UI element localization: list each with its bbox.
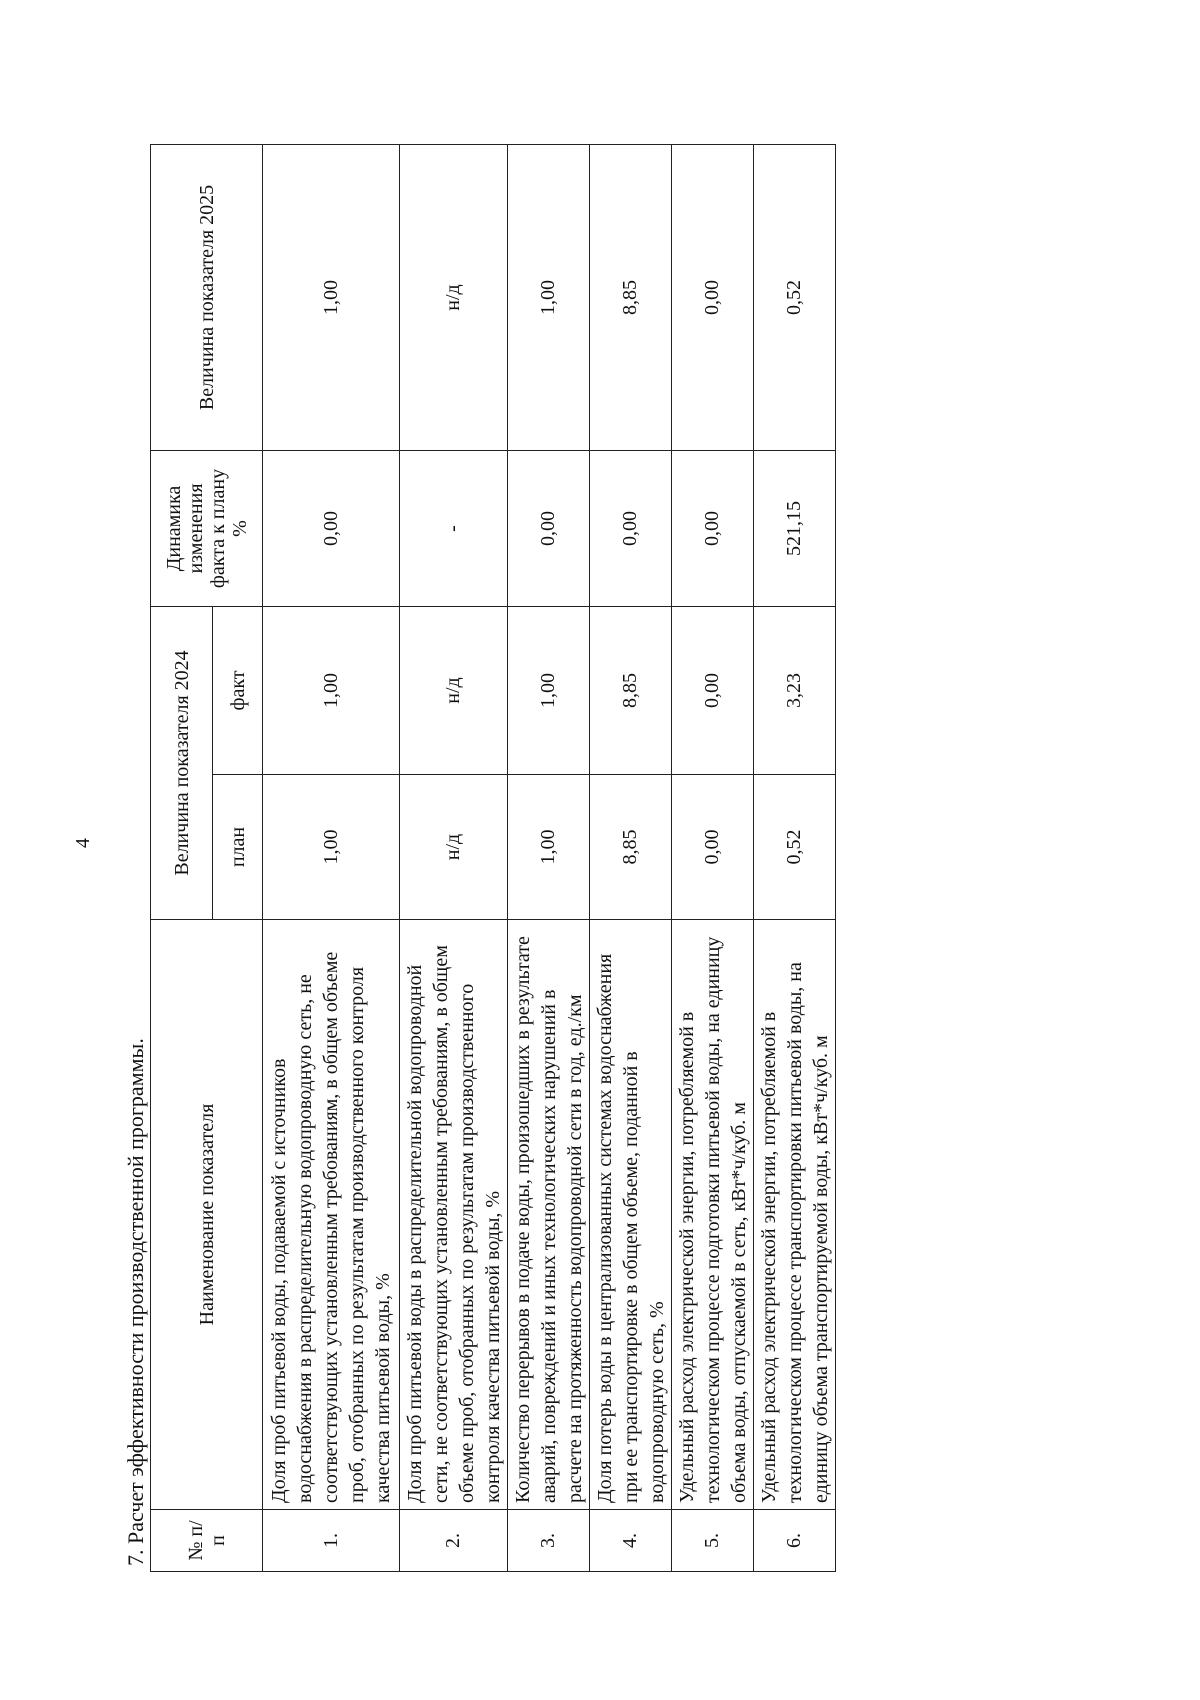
row-value-2025: 1,00 (508, 144, 590, 450)
row-dynamics: 0,00 (508, 450, 590, 606)
header-num: № п/п (151, 1510, 263, 1572)
table-row (508, 144, 590, 1571)
row-plan: 8,85 (590, 775, 672, 920)
row-num: 4. (590, 1510, 672, 1572)
row-name: Доля проб питьевой воды в распределительной водопроводной сети, не соответствующих установленным требованиям, в общем объеме проб, отобранных по результатам производственного контроля качества питьевой воды, % (400, 920, 508, 1510)
row-num: 1. (263, 1510, 400, 1572)
header-plan: план (213, 775, 263, 920)
row-value-2025: 8,85 (590, 144, 672, 450)
row-name: Доля потерь воды в централизованных системах водоснабжения при ее транспортировке в общем объеме, поданной в водопроводную сеть, % (590, 920, 672, 1510)
row-dynamics: 0,00 (672, 450, 754, 606)
table-row (754, 144, 836, 1571)
table-row (263, 144, 400, 1571)
row-plan: 1,00 (508, 775, 590, 920)
efficiency-table (150, 144, 836, 1572)
row-fact: 3,23 (754, 606, 836, 774)
row-value-2025: 1,00 (263, 144, 400, 450)
row-num: 3. (508, 1510, 590, 1572)
row-num: 6. (754, 1510, 836, 1572)
header-name: Наименование показателя (151, 920, 263, 1510)
header-value-2024: Величина показателя 2024 (151, 606, 213, 919)
rotated-content (122, 122, 857, 1572)
row-num: 5. (672, 1510, 754, 1572)
row-value-2025: 0,00 (672, 144, 754, 450)
row-plan: 0,00 (672, 775, 754, 920)
row-dynamics: 0,00 (263, 450, 400, 606)
row-plan: н/д (400, 775, 508, 920)
row-dynamics: 0,00 (590, 450, 672, 606)
row-name: Удельный расход электрической энергии, потребляемой в технологическом процессе подготовки питьевой воды, на единицу объема воды, отпускаемой в сеть, кВт*ч/куб. м (672, 920, 754, 1510)
row-plan: 1,00 (263, 775, 400, 920)
table-row (590, 144, 672, 1571)
header-fact: факт (213, 606, 263, 774)
page-number: 4 (72, 838, 94, 848)
section-title: 7. Расчет эффективности производственной программы. (123, 1038, 148, 1566)
row-value-2025: н/д (400, 144, 508, 450)
row-value-2025: 0,52 (754, 144, 836, 450)
table-row (400, 144, 508, 1571)
row-fact: 0,00 (672, 606, 754, 774)
row-fact: 1,00 (263, 606, 400, 774)
row-num: 2. (400, 1510, 508, 1572)
table-row (672, 144, 754, 1571)
row-name: Удельный расход электрической энергии, потребляемой в технологическом процессе транспортировки питьевой воды, на единицу объема транспортируемой воды, кВт*ч/куб. м (754, 920, 836, 1510)
row-fact: н/д (400, 606, 508, 774)
row-fact: 1,00 (508, 606, 590, 774)
row-dynamics: 521,15 (754, 450, 836, 606)
header-value-2025: Величина показателя 2025 (151, 144, 263, 450)
row-name: Доля проб питьевой воды, подаваемой с источников водоснабжения в распределительную водопроводную сеть, не соответствующих установленным требованиям, в общем объеме проб, отобранных по результатам производственного контроля качества питьевой воды, % (263, 920, 400, 1510)
row-fact: 8,85 (590, 606, 672, 774)
header-dynamics: Динамика изменения факта к плану % (151, 450, 263, 606)
row-name: Количество перерывов в подаче воды, произошедших в результате аварий, повреждений и иных технологических нарушений в расчете на протяженность водопроводной сети в год, ед./км (508, 920, 590, 1510)
header-row-top (151, 144, 213, 1571)
row-dynamics: - (400, 450, 508, 606)
row-plan: 0,52 (754, 775, 836, 920)
